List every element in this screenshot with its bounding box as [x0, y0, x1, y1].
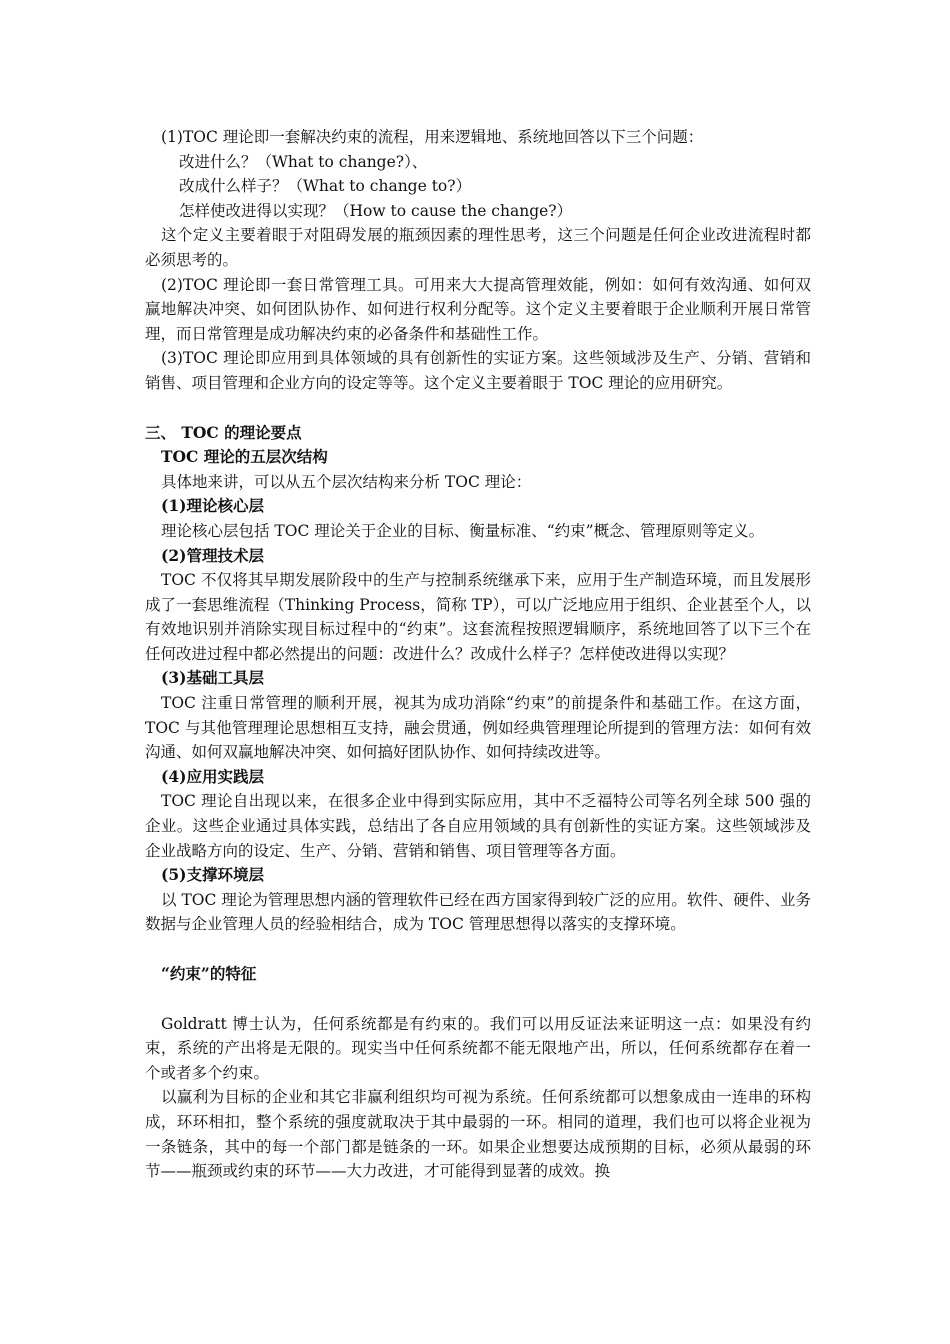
- definition-paragraph-2: (2)TOC 理论即一套日常管理工具。可用来大大提高管理效能，例如：如何有效沟通、如何双赢地解决冲突、如何团队协作、如何进行权利分配等。这个定义主要着眼于企业顺利开展日常管理，而日常管理是成功解决约束的必备条件和基础性工作。: [145, 275, 811, 343]
- constraint-paragraph-2: 以赢利为目标的企业和其它非赢利组织均可视为系统。任何系统都可以想象成由一连串的环构成，环环相扣，整个系统的强度就取决于其中最弱的一环。相同的道理，我们也可以将企业视为一条链条，其中的每一个部门都是链条的一环。如果企业想要达成预期的目标，必须从最弱的环节——瓶颈或约束的环节——大力改进，才可能得到显著的成效。换: [145, 1088, 811, 1181]
- definition-paragraph-3: (3)TOC 理论即应用到具体领域的具有创新性的实证方案。这些领域涉及生产、分销、营销和销售、项目管理和企业方向的设定等等。这个定义主要着眼于 TOC 理论的应用研究。: [145, 349, 811, 392]
- layer-text: TOC 理论自出现以来，在很多企业中得到实际应用，其中不乏福特公司等名列全球 500 强的企业。这些企业通过具体实践，总结出了各自应用领域的具有创新性的实证方案。这些领域涉及企业战略方向的设定、生产、分销、营销和销售、项目管理等各方面。: [145, 792, 811, 860]
- layer-title: (2)管理技术层: [161, 545, 264, 565]
- layer-title: (4)应用实践层: [161, 766, 264, 786]
- section-heading: 三、 TOC 的理论要点: [145, 422, 302, 442]
- question-what-to-change-to: 改成什么样子？（What to change to?）: [179, 177, 472, 196]
- layer-text: 理论核心层包括 TOC 理论关于企业的目标、衡量标准、“约束”概念、管理原则等定义。: [161, 521, 765, 540]
- section-intro: 具体地来讲，可以从五个层次结构来分析 TOC 理论：: [161, 472, 532, 491]
- layer-title: (3)基础工具层: [161, 668, 264, 688]
- definition-paragraph-1: (1)TOC 理论即一套解决约束的流程，用来逻辑地、系统地回答以下三个问题：: [161, 128, 704, 146]
- layer-text: 以 TOC 理论为管理思想内涵的管理软件已经在西方国家得到较广泛的应用。软件、硬件、业务数据与企业管理人员的经验相结合，成为 TOC 管理思想得以落实的支撑环境。: [145, 890, 811, 934]
- layer-text: TOC 注重日常管理的顺利开展，视其为成功消除“约束”的前提条件和基础工作。在这方面，TOC 与其他管理理论思想相互支持，融会贯通，例如经典管理理论所提到的管理方法：如何有效沟通、如何双赢地解决冲突、如何搞好团队协作、如何持续改进等。: [145, 694, 811, 762]
- constraint-paragraph-1: Goldratt 博士认为，任何系统都是有约束的。我们可以用反证法来证明这一点：如果没有约束，系统的产出将是无限的。现实当中任何系统都不能无限地产出，所以，任何系统都存在着一个或者多个约束。: [145, 1014, 811, 1082]
- question-what-to-change: 改进什么？（What to change?）、: [179, 152, 428, 171]
- constraint-heading: “约束”的特征: [161, 964, 257, 983]
- layer-title: (1)理论核心层: [161, 496, 264, 516]
- layer-text: TOC 不仅将其早期发展阶段中的生产与控制系统继承下来，应用于生产制造环境，而且发展形成了一套思维流程（Thinking Process，简称 TP），可以广泛地应用于组织、企业甚至个人，以有效地识别并消除实现目标过程中的“约束”。这套流程按照逻辑顺序，系统地回答了以下三个在任何改进过程中都必然提出的问题：改进什么？改成什么样子？怎样使改进得以实现？: [145, 571, 811, 663]
- document-body: [145, 125, 811, 1184]
- layer-title: (5)支撑环境层: [161, 865, 264, 885]
- section-subheading: TOC 理论的五层次结构: [161, 447, 328, 467]
- definition-paragraph-1-note: 这个定义主要着眼于对阻碍发展的瓶颈因素的理性思考，这三个问题是任何企业改进流程时都必须思考的。: [145, 226, 811, 269]
- question-how-to-cause-change: 怎样使改进得以实现？（How to cause the change?）: [179, 201, 573, 220]
